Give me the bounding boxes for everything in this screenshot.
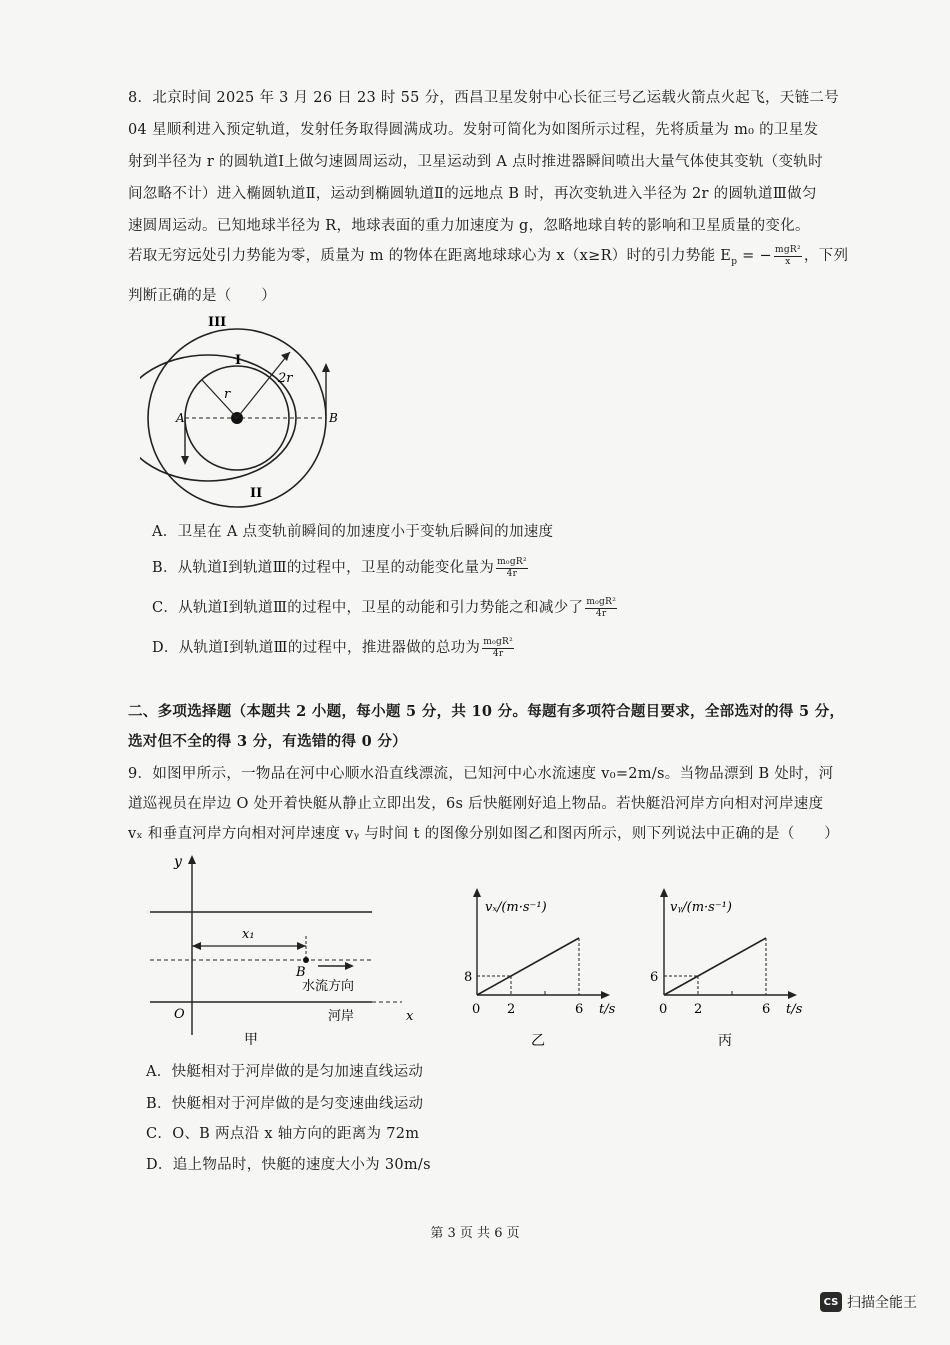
q8-line-2: 04 星顺利进入预定轨道，发射任务取得圆满成功。发射可简化为如图所示过程，先将质量为 m₀ 的卫星发 [128,122,819,138]
bing-t-label: t/s [786,1002,803,1017]
figure-yi [455,885,625,1050]
x1-arrow-right [297,942,306,950]
figure-bing [640,885,815,1050]
q8-option-b-den: 4r [506,568,518,579]
yi-t2: 2 [507,1002,516,1017]
camscanner-logo-icon: CS [820,1292,842,1312]
q8-line-6-pre: 若取无穷远处引力势能为零，质量为 m 的物体在距离地球球心为 x（x≥R）时的引力势能 E [128,248,732,264]
yi-line [477,938,579,995]
q8-option-c-text: C．从轨道Ⅰ到轨道Ⅲ的过程中，卫星的动能和引力势能之和减少了 [152,600,584,616]
q8-line-4: 间忽略不计）进入椭圆轨道Ⅱ，运动到椭圆轨道Ⅱ的远地点 B 时，再次变轨进入半径为 2r 的圆轨道Ⅲ做匀 [128,186,817,202]
arrowhead-2r [281,352,290,361]
yi-x-arrow [601,991,610,999]
q8-option-b-frac [496,557,528,580]
caption-yi: 乙 [531,1033,545,1049]
q8-option-c [152,596,619,620]
bing-y-label: vᵧ/(m·s⁻¹) [670,900,732,915]
q8-line-6 [128,244,848,268]
bing-x-arrow [788,991,797,999]
x-axis-label: x [406,1009,414,1024]
label-A: A [176,411,185,425]
q8-line-1: 8．北京时间 2025 年 3 月 26 日 23 时 55 分，西昌卫星发射中心长征三号乙运载火箭点火起飞，天链二号 [128,90,839,106]
orbit-diagram [140,310,360,510]
yi-t6: 6 [575,1002,584,1017]
x1-label: x₁ [242,927,255,942]
yi-t-label: t/s [599,1002,616,1017]
bing-y6: 6 [650,970,659,985]
bing-t0: 0 [659,1002,668,1017]
yi-y-arrow [473,888,481,897]
q8-option-c-den: 4r [595,608,607,619]
yi-y-label: vₓ/(m·s⁻¹) [485,900,547,915]
point-B [303,957,309,963]
bing-t2: 2 [694,1002,703,1017]
watermark-text: 扫描全能王 [847,1295,917,1311]
caption-jia: 甲 [244,1032,258,1048]
caption-bing: 丙 [718,1033,732,1049]
q8-ep-fraction [774,245,802,268]
q8-ep-sub: p [731,256,738,267]
bing-y-arrow [660,888,668,897]
q8-ep-den: x [785,256,791,267]
q8-option-b [152,556,530,580]
label-II: II [250,486,263,501]
yi-y8: 8 [464,970,473,985]
arrowhead-B [322,363,330,372]
label-B: B [329,411,338,425]
q8-line-3: 射到半径为 r 的圆轨道Ⅰ上做匀速圆周运动，卫星运动到 A 点时推进器瞬间喷出大量气体使其变轨（变轨时 [128,154,823,170]
label-B: B [296,965,306,980]
q8-option-d-frac [482,637,514,660]
q8-line-7: 判断正确的是（ ） [128,288,276,304]
y-axis-label: y [174,854,182,870]
q9-option-a: A．快艇相对于河岸做的是匀加速直线运动 [146,1064,424,1080]
page-number: 第 3 页 共 6 页 [430,1226,520,1241]
section-2-header-line-1: 二、多项选择题（本题共 2 小题，每小题 5 分，共 10 分。每题有多项符合题目要求，全部选对的得 5 分， [128,703,845,720]
bank-label: 河岸 [328,1009,355,1024]
scanner-watermark [820,1292,917,1312]
q8-option-b-num: m₀gR² [497,556,527,567]
y-axis-arrow [188,855,196,864]
origin-label: O [174,1007,185,1022]
q9-option-d: D．追上物品时，快艇的速度大小为 30m/s [146,1157,431,1173]
q8-line-6-post: ，下列 [803,248,849,264]
q9-line-3: vₓ 和垂直河岸方向相对河岸速度 vᵧ 与时间 t 的图像分别如图乙和图丙所示，则下列说法中正确的是（ ） [128,826,840,842]
q9-line-1: 9．如图甲所示，一物品在河中心顺水沿直线漂流，已知河中心水流速度 v₀=2m/s。当物品漂到 B 处时，河 [128,766,834,782]
q9-line-2: 道巡视员在岸边 O 处开着快艇从静止立即出发，6s 后快艇刚好追上物品。若快艇沿河岸方向相对河岸速度 [128,796,824,812]
q8-option-c-frac [585,597,617,620]
q9-option-b: B．快艇相对于河岸做的是匀变速曲线运动 [146,1096,424,1112]
q8-option-b-text: B．从轨道Ⅰ到轨道Ⅲ的过程中，卫星的动能变化量为 [152,560,495,576]
figure-jia [140,850,430,1050]
label-I: I [235,353,242,368]
q8-option-d-num: m₀gR² [483,636,514,647]
q8-option-a: A．卫星在 A 点变轨前瞬间的加速度小于变轨后瞬间的加速度 [152,524,554,540]
arrowhead-A [181,456,189,465]
section-2-header-line-2: 选对但不全的得 3 分，有选错的得 0 分） [128,733,407,750]
bing-line [664,938,766,995]
bing-t6: 6 [762,1002,771,1017]
q8-line-5: 速圆周运动。已知地球半径为 R，地球表面的重力加速度为 g，忽略地球自转的影响和卫星质量的变化。 [128,218,810,234]
flow-label: 水流方向 [302,979,355,994]
q9-option-c: C．O、B 两点沿 x 轴方向的距离为 72m [146,1126,420,1142]
radius-r [202,380,237,418]
q8-ep-num: mgR² [774,244,801,255]
q8-option-c-num: m₀gR² [586,596,617,607]
yi-t0: 0 [472,1002,481,1017]
label-2r: 2r [278,371,293,386]
flow-arrowhead [345,962,354,970]
x1-arrow-left [192,942,201,950]
q8-option-d-den: 4r [492,648,504,659]
q8-eq: = − [737,248,772,264]
label-III: III [208,315,227,330]
label-r: r [224,387,231,402]
q8-option-d [152,636,516,660]
q8-option-d-text: D．从轨道Ⅰ到轨道Ⅲ的过程中，推进器做的总功为 [152,640,481,656]
